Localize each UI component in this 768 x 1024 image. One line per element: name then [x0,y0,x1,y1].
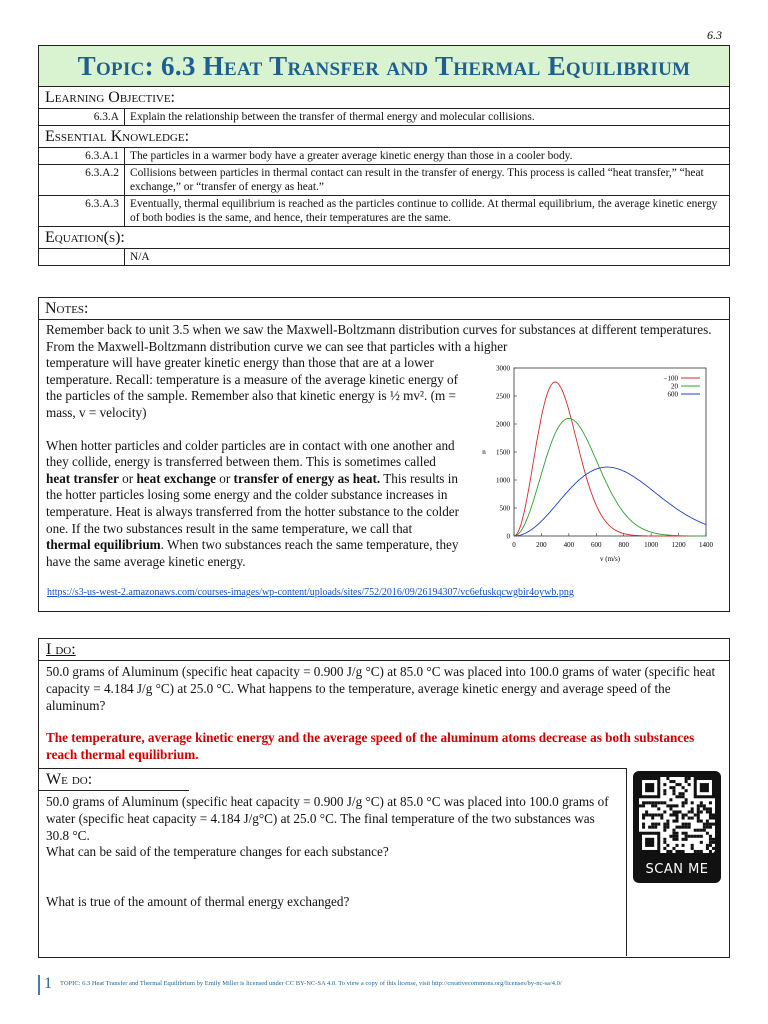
objective-table [38,45,730,266]
qr-pattern-icon [639,777,715,853]
y-tick-label: 1500 [496,448,510,457]
knowledge-code: 6.3.A.3 [39,196,125,226]
qr-label: SCAN ME [645,862,709,877]
knowledge-code: 6.3.A.2 [39,165,125,195]
x-tick-label: 1200 [671,541,686,549]
x-tick-label: 200 [536,541,547,549]
x-tick-label: 400 [563,541,575,549]
title-row [39,46,729,87]
legend-label: 600 [667,390,678,399]
we-do-body [39,791,626,914]
knowledge-row [39,165,729,196]
series-line [514,418,706,536]
x-tick-label: 1000 [644,541,659,549]
x-tick-label: 600 [591,541,602,549]
y-tick-label: 500 [499,504,510,513]
essential-knowledge-heading: Essential Knowledge: [39,126,729,148]
objective-row [39,109,729,126]
knowledge-code: 6.3.A.1 [39,148,125,164]
notes-heading: Notes: [39,298,729,320]
objective-text: Explain the relationship between the transfer of thermal energy and molecular collisions. [130,111,535,123]
legend-label: 20 [671,382,678,391]
notes-intro: Remember back to unit 3.5 when we saw the Maxwell-Boltzmann distribution curves for substances at different temperatures. From the Maxwell-Boltzmann distribution curve we can see that particles with a higher [46,322,712,354]
notes-paragraph-2: When hotter particles and colder particles are in contact with one another and they collide, energy is transferred between them. This is sometimes called heat transfer or heat exchange or transfer of energy as heat. This results in the hotter particles losing some energy and the colder substance increases in temperature. Heat is always transferred from the hotter substance to the colder one. If the two substances result in the same temperature, we call that thermal equilibrium. When two substances reach the same temperature, they have the same average kinetic energy. [46,437,460,569]
objective-code: 6.3.A [39,109,125,125]
y-axis-label: n [482,448,486,456]
we-do-question-1: What can be said of the temperature changes for each substance? [46,844,389,860]
equation-row [39,249,729,265]
x-tick-label: 1400 [699,541,713,549]
image-source-link[interactable]: https://s3-us-west-2.amazonaws.com/courses-images/wp-content/uploads/sites/752/2016/09/26194307/vc6efuskqcwgbir4oywb.png [47,587,574,598]
we-do-question-2: What is true of the amount of thermal energy exchanged? [46,894,350,910]
equation-value: N/A [130,251,150,263]
knowledge-row [39,148,729,165]
x-axis-label: v (m/s) [599,555,621,563]
i-do-heading: I do: [39,639,729,661]
y-tick-label: 2500 [496,392,510,401]
we-do-heading: We do: [39,769,189,791]
footer-license: TOPIC: 6.3 Heat Transfer and Thermal Equilibrium by Emily Miller is licensed under CC BY-NC-SA 4.0. To view a copy of this license, visit http://creativecommons.org/licenses/by-nc-sa/4.0/ [60,980,562,987]
maxwell-boltzmann-chart [456,360,716,580]
footer-page-number: 1 [44,975,52,992]
y-tick-label: 0 [506,532,510,541]
y-tick-label: 1000 [496,476,510,485]
knowledge-text: Eventually, thermal equilibrium is reached as the particles continue to collide. At thermal equilibrium, the average kinetic energy of both bodies is the same, and hence, their temperatures are the same. [130,198,718,224]
knowledge-text: Collisions between particles in thermal contact can result in the transfer of energy. This process is called “heat transfer,” “heat exchange,” or “transfer of energy as heat.” [130,167,704,193]
page-title: Topic: 6.3 Heat Transfer and Thermal Equilibrium [77,50,691,81]
x-tick-label: 800 [618,541,629,549]
we-do-problem: 50.0 grams of Aluminum (specific heat capacity = 0.900 J/g °C) at 85.0 °C was placed into 100.0 grams of water (specific heat capacity = 4.184 J/g°C) at 25.0 °C. The final temperature of the two substances was 30.8 °C. [46,794,609,843]
qr-pattern [639,777,715,853]
learning-objective-heading: Learning Objective: [39,87,729,109]
equations-heading: Equation(s): [39,227,729,249]
i-do-problem: 50.0 grams of Aluminum (specific heat capacity = 0.900 J/g °C) at 85.0 °C was placed into 100.0 grams of water (specific heat capacity = 4.184 J/g °C) at 25.0 °C. What happens to the temperature, average kinetic energy and average speed of the aluminum? [46,664,716,713]
x-tick-label: 0 [512,541,516,549]
i-do-body [39,661,729,767]
y-tick-label: 2000 [496,420,510,429]
footer [44,975,562,993]
i-do-box [38,638,730,958]
i-do-answer: The temperature, average kinetic energy and the average speed of the aluminum atoms decrease as both substances reach thermal equilibrium. [46,730,695,763]
page-number: 6.3 [707,28,722,42]
equation-code [39,249,125,265]
notes-paragraph-1: temperature will have greater kinetic energy than those that are at a lower temperature. Recall: temperature is a measure of the average kinetic energy of the particles of the sample. Remember also that kinetic energy is ½ mv². (m = mass, v = velocity) [46,355,459,420]
legend-label: −100 [663,374,678,383]
knowledge-text: The particles in a warmer body have a greater average kinetic energy than those in a cooler body. [130,150,573,162]
series-line [514,382,706,536]
y-tick-label: 3000 [496,364,510,373]
we-do-box [39,768,627,956]
knowledge-row [39,196,729,227]
qr-code[interactable] [633,771,721,883]
